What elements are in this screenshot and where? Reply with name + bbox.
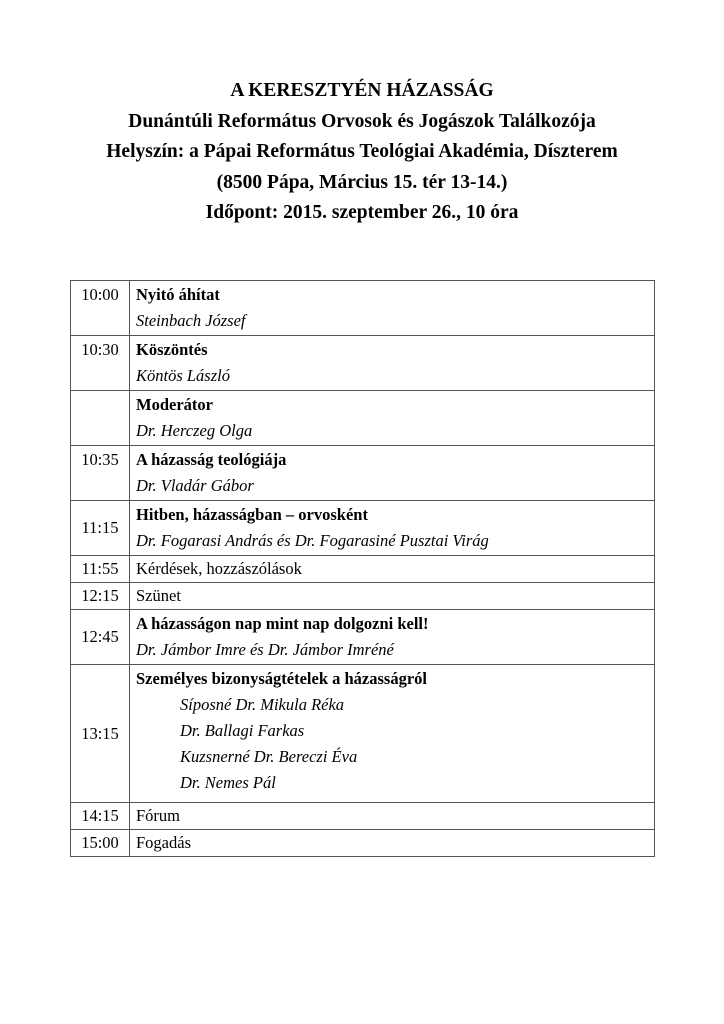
program-time: 10:35 — [71, 446, 130, 501]
program-time: 11:55 — [71, 556, 130, 583]
program-speaker: Kuzsnerné Dr. Bereczi Éva — [180, 747, 358, 766]
program-speaker: Dr. Jámbor Imre és Dr. Jámbor Imréné — [136, 640, 394, 659]
program-speaker: Steinbach József — [136, 311, 246, 330]
program-title: Hitben, házasságban – orvosként — [136, 505, 368, 524]
program-row — [71, 336, 655, 391]
program-title: Személyes bizonyságtételek a házasságról — [136, 669, 427, 688]
program-time: 13:15 — [71, 665, 130, 803]
program-row — [71, 610, 655, 665]
program-speaker: Dr. Herczeg Olga — [136, 421, 253, 440]
program-time: 12:45 — [71, 610, 130, 665]
program-title: Köszöntés — [136, 340, 208, 359]
program-time — [71, 391, 130, 446]
program-item — [130, 665, 655, 803]
program-time: 10:00 — [71, 281, 130, 336]
program-title: Nyitó áhítat — [136, 285, 220, 304]
program-item — [130, 281, 655, 336]
program-time: 12:15 — [71, 583, 130, 610]
address-line: (8500 Pápa, Március 15. tér 13-14.) — [216, 171, 508, 193]
program-item — [130, 583, 655, 610]
program-item — [130, 610, 655, 665]
date-line: Időpont: 2015. szeptember 26., 10 óra — [205, 202, 519, 223]
program-speaker: Dr. Ballagi Farkas — [180, 721, 305, 740]
program-item — [130, 803, 655, 830]
program-speaker: Dr. Vladár Gábor — [136, 476, 254, 495]
program-title: Szünet — [136, 586, 181, 605]
program-title: A házasságon nap mint nap dolgozni kell! — [136, 614, 429, 633]
program-row — [71, 830, 655, 857]
program-title: Fogadás — [136, 833, 191, 852]
program-table — [70, 280, 655, 857]
program-row — [71, 803, 655, 830]
program-title: Fórum — [136, 806, 181, 825]
program-row — [71, 556, 655, 583]
program-title: Moderátor — [136, 395, 213, 414]
program-title: A házasság teológiája — [136, 450, 287, 469]
program-time: 10:30 — [71, 336, 130, 391]
program-item — [130, 391, 655, 446]
program-row — [71, 583, 655, 610]
program-speaker: Dr. Nemes Pál — [180, 773, 276, 792]
program-item — [130, 336, 655, 391]
program-row — [71, 446, 655, 501]
program-speaker: Síposné Dr. Mikula Réka — [180, 695, 345, 714]
document-header — [0, 76, 724, 229]
program-title: Kérdések, hozzászólások — [136, 559, 302, 578]
venue-line: Helyszín: a Pápai Református Teológiai Akadémia, Díszterem — [106, 141, 618, 162]
program-row — [71, 281, 655, 336]
document-title: A KERESZTYÉN HÁZASSÁG — [230, 80, 494, 101]
program-item — [130, 446, 655, 501]
program-time: 14:15 — [71, 803, 130, 830]
program-time: 15:00 — [71, 830, 130, 857]
program-speaker: Dr. Fogarasi András és Dr. Fogarasiné Pusztai Virág — [136, 531, 489, 550]
program-item — [130, 501, 655, 556]
program-time: 11:15 — [71, 501, 130, 556]
program-row — [71, 391, 655, 446]
program-item — [130, 830, 655, 857]
event-subtitle: Dunántúli Református Orvosok és Jogászok Találkozója — [128, 110, 596, 132]
program-row — [71, 501, 655, 556]
program-speaker: Köntös László — [136, 366, 230, 385]
program-item — [130, 556, 655, 583]
program-row — [71, 665, 655, 803]
